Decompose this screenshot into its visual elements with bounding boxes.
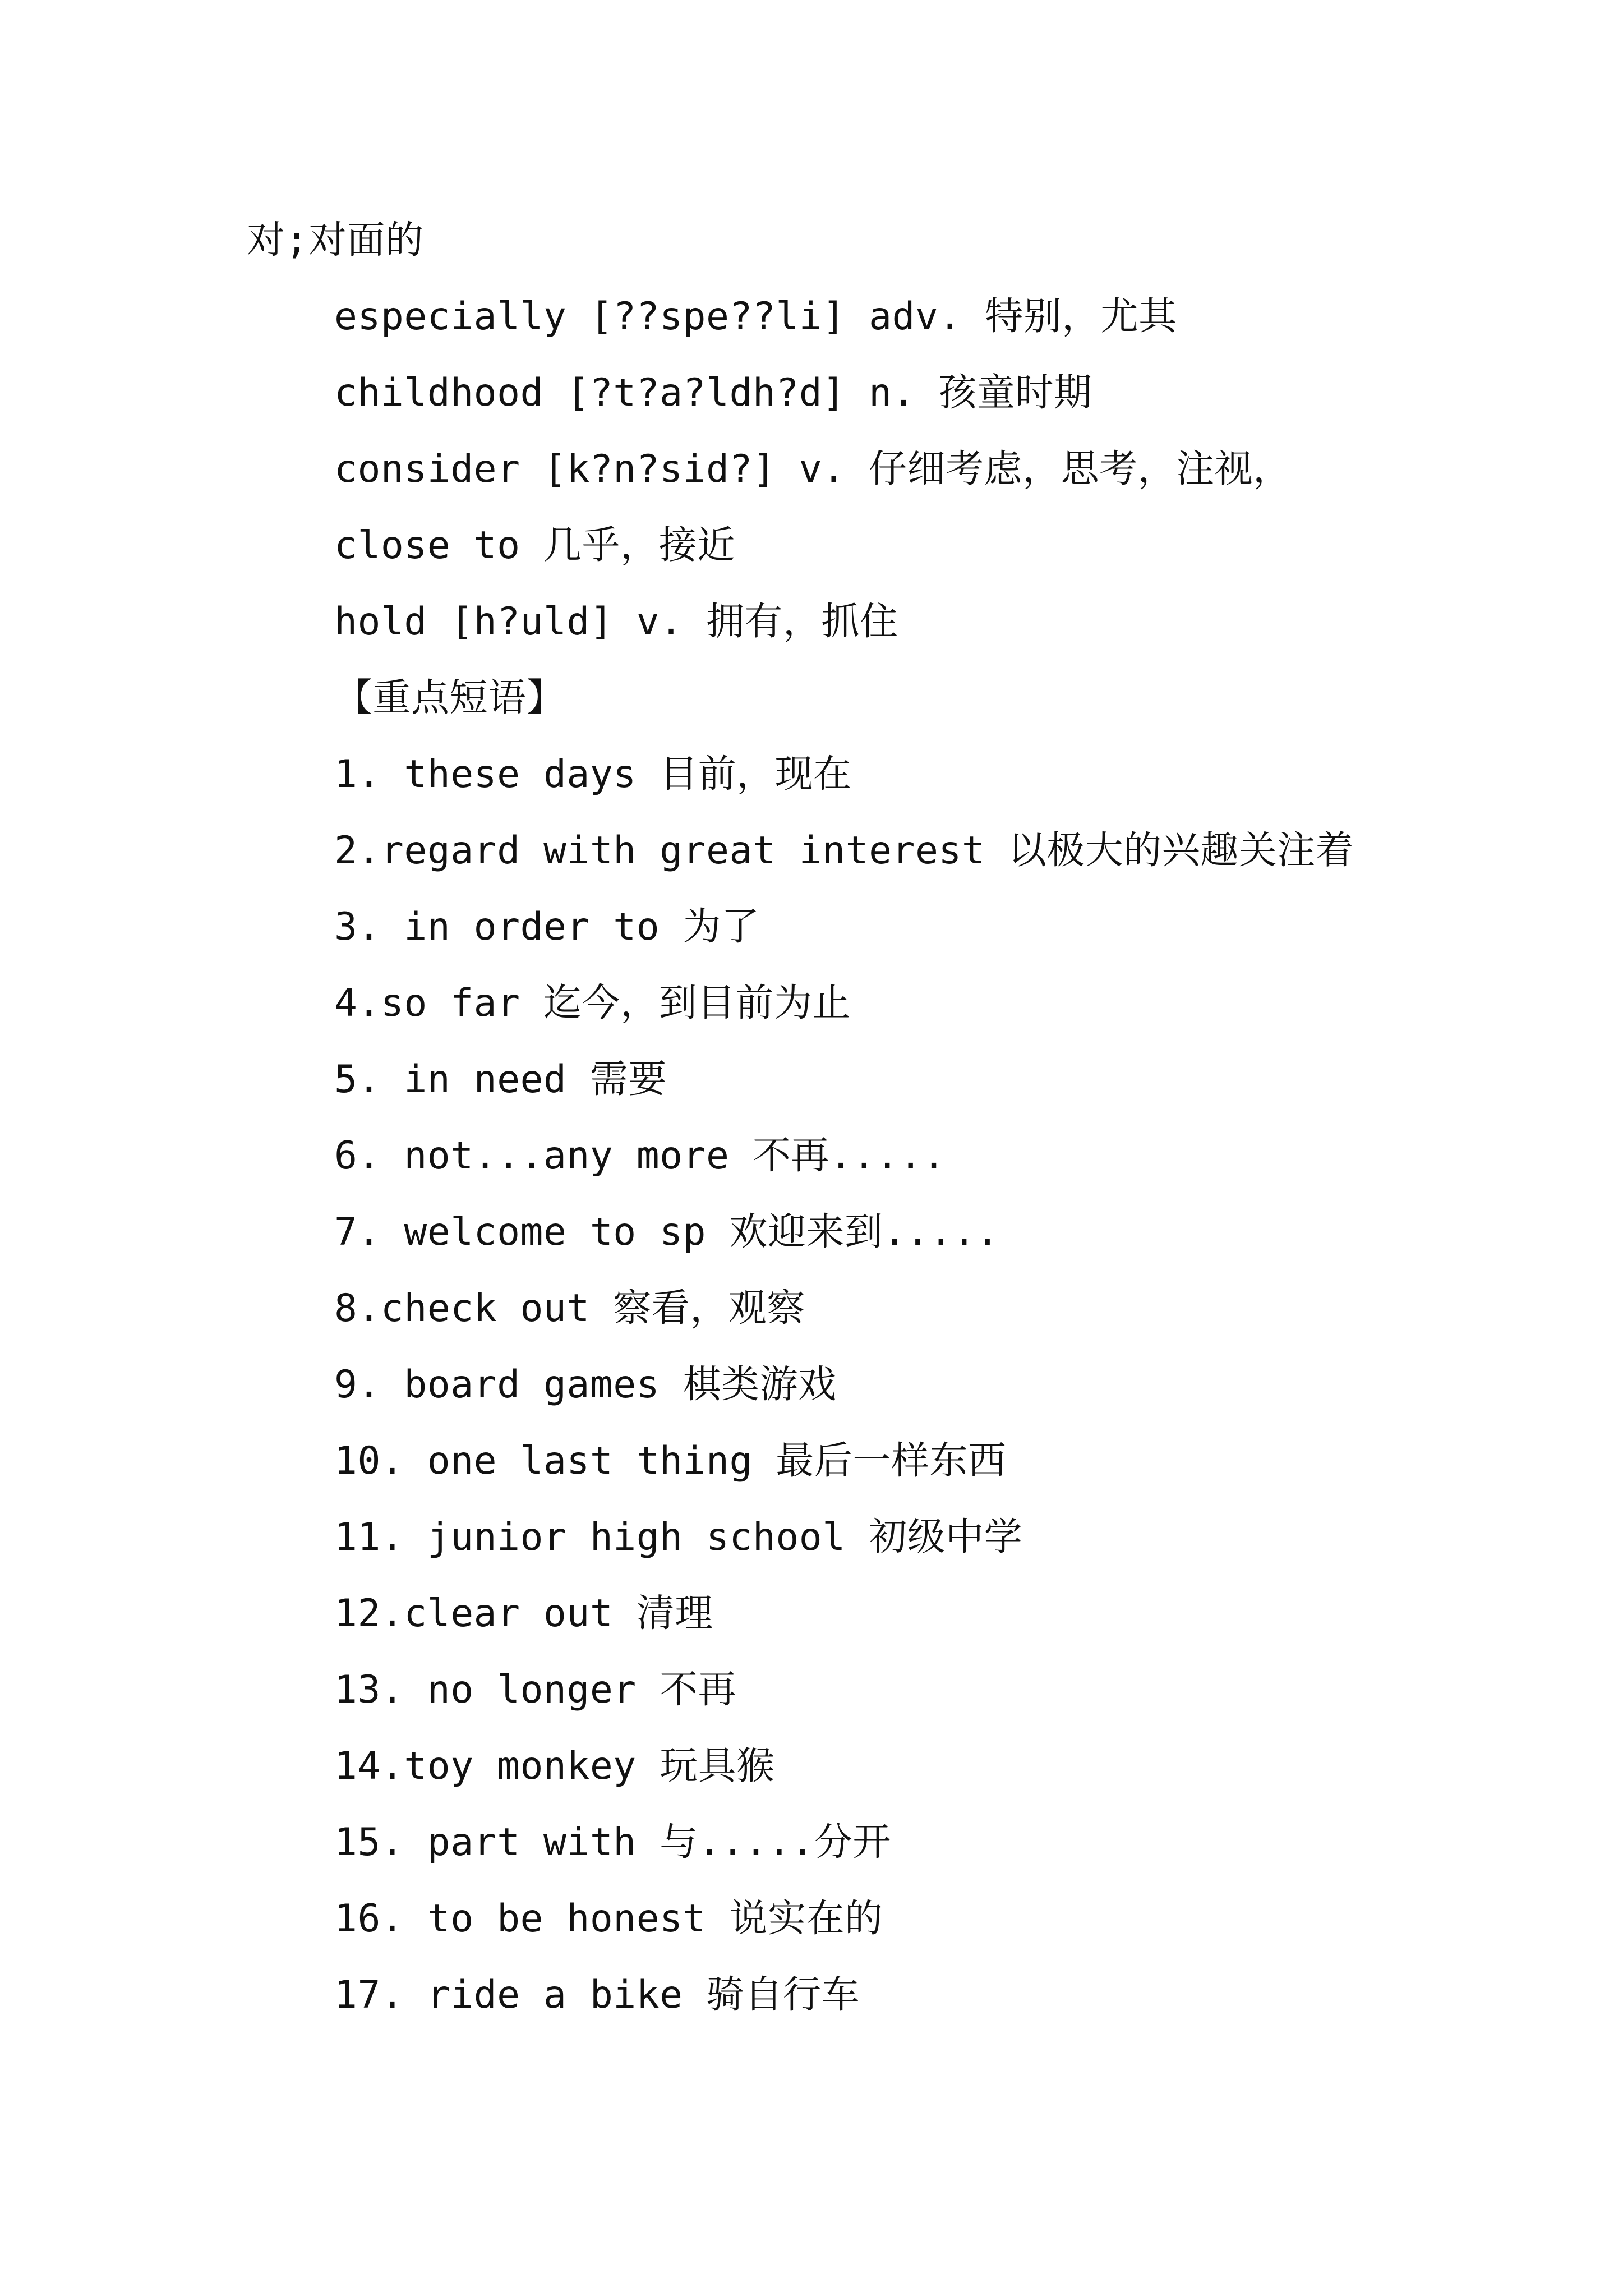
vocab-line-childhood: childhood [?t?a?ldh?d] n. 孩童时期 [334, 371, 1092, 415]
vocab-line-close-to: close to 几乎，接近 [334, 523, 736, 568]
phrase-item: 10. one last thing 最后一样东西 [334, 1439, 1007, 1483]
phrase-item: 16. to be honest 说实在的 [334, 1897, 883, 1941]
phrase-item: 13. no longer 不再 [334, 1668, 737, 1712]
vocab-line-especially: especially [??spe??li] adv. 特别，尤其 [334, 295, 1177, 339]
vocab-line-hold: hold [h?uld] v. 拥有，抓住 [334, 600, 898, 644]
phrase-item: 7. welcome to sp 欢迎来到..... [334, 1210, 999, 1254]
phrase-item: 15. part with 与.....分开 [334, 1820, 891, 1865]
vocab-line-continuation: 对;对面的 [247, 218, 424, 263]
phrase-item: 1. these days 目前，现在 [334, 752, 852, 797]
phrases-heading: 【重点短语】 [334, 676, 565, 720]
phrase-item: 6. not...any more 不再..... [334, 1134, 946, 1178]
phrase-item: 4.so far 迄今，到目前为止 [334, 981, 851, 1025]
phrase-item: 12.clear out 清理 [334, 1591, 713, 1636]
phrase-item: 11. junior high school 初级中学 [334, 1515, 1023, 1559]
phrase-item: 2.regard with great interest 以极大的兴趣关注着 [334, 829, 1354, 873]
phrase-item: 3. in order to 为了 [334, 905, 760, 949]
phrase-item: 5. in need 需要 [334, 1057, 667, 1102]
phrase-item: 9. board games 棋类游戏 [334, 1363, 837, 1407]
phrase-item: 17. ride a bike 骑自行车 [334, 1973, 860, 2017]
phrase-item: 8.check out 察看，观察 [334, 1286, 805, 1331]
vocab-line-consider: consider [k?n?sid?] v. 仔细考虑，思考，注视， [334, 447, 1292, 491]
phrase-item: 14.toy monkey 玩具猴 [334, 1744, 775, 1788]
